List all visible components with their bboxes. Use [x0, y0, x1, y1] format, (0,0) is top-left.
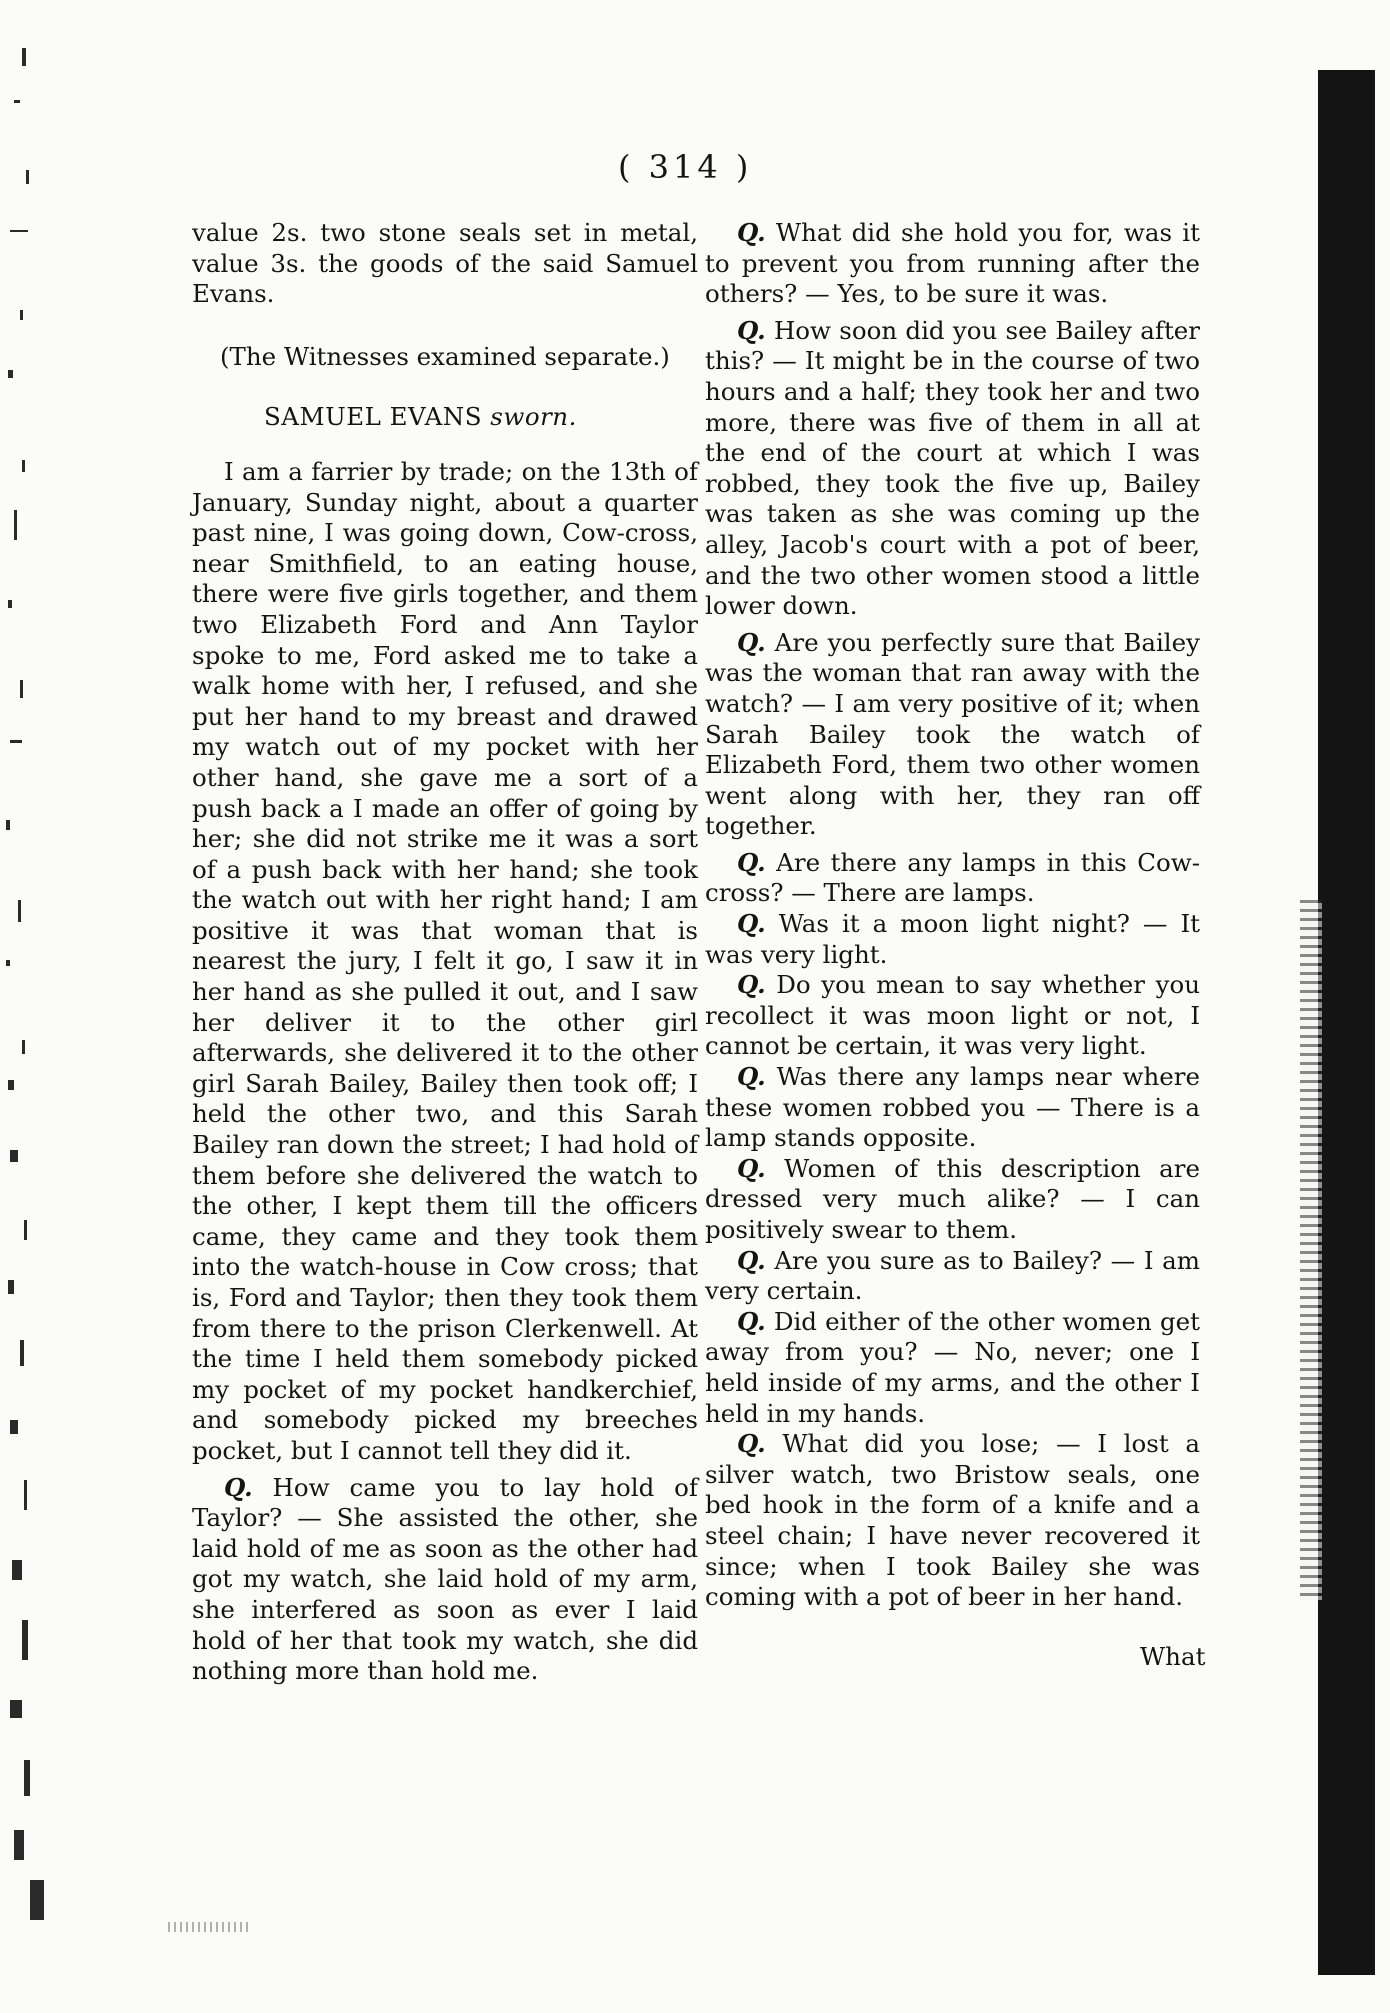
question-mark: Q. — [737, 970, 766, 1000]
question-mark: Q. — [737, 1062, 766, 1092]
question-paragraph — [705, 1246, 1200, 1307]
question-text: How soon did you see Bailey after this? — It might be in the course of two hours and a half; they took her and two more, there was five of them in all at the end of the court at which I was robbed, they took the five up, Bailey was taken as she was coming up the alley, Jacob's court with a pot of beer, and the two other women stood a little lower down. — [705, 315, 1200, 621]
question-text: What did you lose; — I lost a silver watch, two Bristow seals, one bed hook in the form of a knife and a steel chain; I have never recovered it since; when I took Bailey she was coming with a pot of beer in her hand. — [705, 1429, 1201, 1612]
witness-name: SAMUEL EVANS — [264, 402, 482, 432]
question-text: How came you to lay hold of Taylor? — She assisted the other, she laid hold of me as soon as the other had got my watch, she laid hold of my arm, she interfered as soon as ever I laid hold of her that took my watch, she did nothing more than hold me. — [192, 1472, 698, 1686]
question-mark: Q. — [737, 1153, 766, 1183]
question-text: Women of this description are dressed very much alike? — I can positively swear to them. — [705, 1153, 1200, 1244]
question-paragraph — [705, 1307, 1200, 1429]
question-mark: Q. — [737, 218, 766, 247]
question-mark: Q. — [224, 1472, 253, 1502]
question-mark: Q. — [737, 627, 766, 657]
catchword: What — [1140, 1642, 1206, 1671]
question-text: Was it a moon light night? — It was very light. — [705, 909, 1200, 969]
page-shadow-edge — [1318, 70, 1375, 1975]
question-paragraph — [705, 316, 1200, 622]
question-paragraph — [705, 218, 1200, 310]
question-paragraph — [705, 1154, 1200, 1246]
question-text: Are you perfectly sure that Bailey was the woman that ran away with the watch? — I am very positive of it; when Sarah Bailey took the watch of Elizabeth Ford, them two other women went along with her, they ran off together. — [705, 627, 1200, 841]
witness-heading — [192, 402, 698, 433]
question-text: Are there any lamps in this Cow-cross? — There are lamps. — [705, 847, 1200, 908]
question-paragraph — [705, 909, 1200, 970]
question-mark: Q. — [737, 1306, 766, 1336]
question-paragraph — [705, 970, 1200, 1062]
intro-paragraph: value 2s. two stone seals set in metal, value 3s. the goods of the said Samuel Evans. — [192, 218, 698, 309]
question-text: What did she hold you for, was it to prevent you from running after the others? — Yes, to be sure it was. — [705, 218, 1200, 309]
question-mark: Q. — [737, 315, 766, 345]
question-mark: Q. — [737, 847, 766, 877]
question-paragraph — [705, 848, 1200, 909]
sworn-label: sworn. — [490, 402, 577, 432]
left-column — [192, 218, 698, 1687]
binding-edge — [0, 40, 60, 1970]
page-shadow-fade — [1300, 900, 1322, 1600]
question-mark: Q. — [737, 1429, 766, 1459]
question-text: Do you mean to say whether you recollect it was moon light or not, I cannot be certain, it was very light. — [705, 970, 1200, 1061]
question-paragraph — [705, 1429, 1200, 1613]
question-mark: Q. — [737, 1245, 766, 1275]
question-text: Was there any lamps near where these women robbed you — There is a lamp stands opposite. — [705, 1062, 1200, 1153]
testimony-paragraph: I am a farrier by trade; on the 13th of January, Sunday night, about a quarter past nine, I was going down, Cow-cross, near Smithfield, to an eating house, there were five girls together, and them two Elizabeth Ford and Ann Taylor spoke to me, Ford asked me to take a walk home with her, I refused, and she put her hand to my breast and drawed my watch out of my pocket with her other hand, she gave me a sort of a push back a I made an offer of going by her; she did not strike me it was a sort of a push back with her hand; she took the watch out with her right hand; I am positive it was that woman that is nearest the jury, I felt it go, I saw it in her hand as she pulled it out, and I saw her deliver it to the other girl afterwards, she delivered it to the other girl Sarah Bailey, Bailey then took off; I held the other two, and this Sarah Bailey ran down the street; I had hold of them before she delivered the watch to the other, I kept them till the officers came, they came and they took them into the watch-house in Cow cross; that is, Ford and Taylor; then they took them from there to the prison Clerkenwell. At the time I held them somebody picked my pocket of my pocket handkerchief, and somebody picked my breeches pocket, but I cannot tell they did it. — [192, 456, 698, 1465]
question-paragraph — [705, 1062, 1200, 1154]
page-number: ( 314 ) — [618, 148, 753, 186]
question-text: Are you sure as to Bailey? — I am very certain. — [705, 1245, 1200, 1306]
witness-note: (The Witnesses examined separate.) — [220, 341, 670, 371]
question-mark: Q. — [737, 909, 766, 939]
right-column — [705, 218, 1200, 1613]
question-paragraph — [705, 628, 1200, 842]
ink-smudge — [168, 1922, 248, 1932]
question-paragraph — [192, 1473, 698, 1687]
question-text: Did either of the other women get away from you? — No, never; one I held inside of my arms, and the other I held in my hands. — [705, 1306, 1200, 1428]
